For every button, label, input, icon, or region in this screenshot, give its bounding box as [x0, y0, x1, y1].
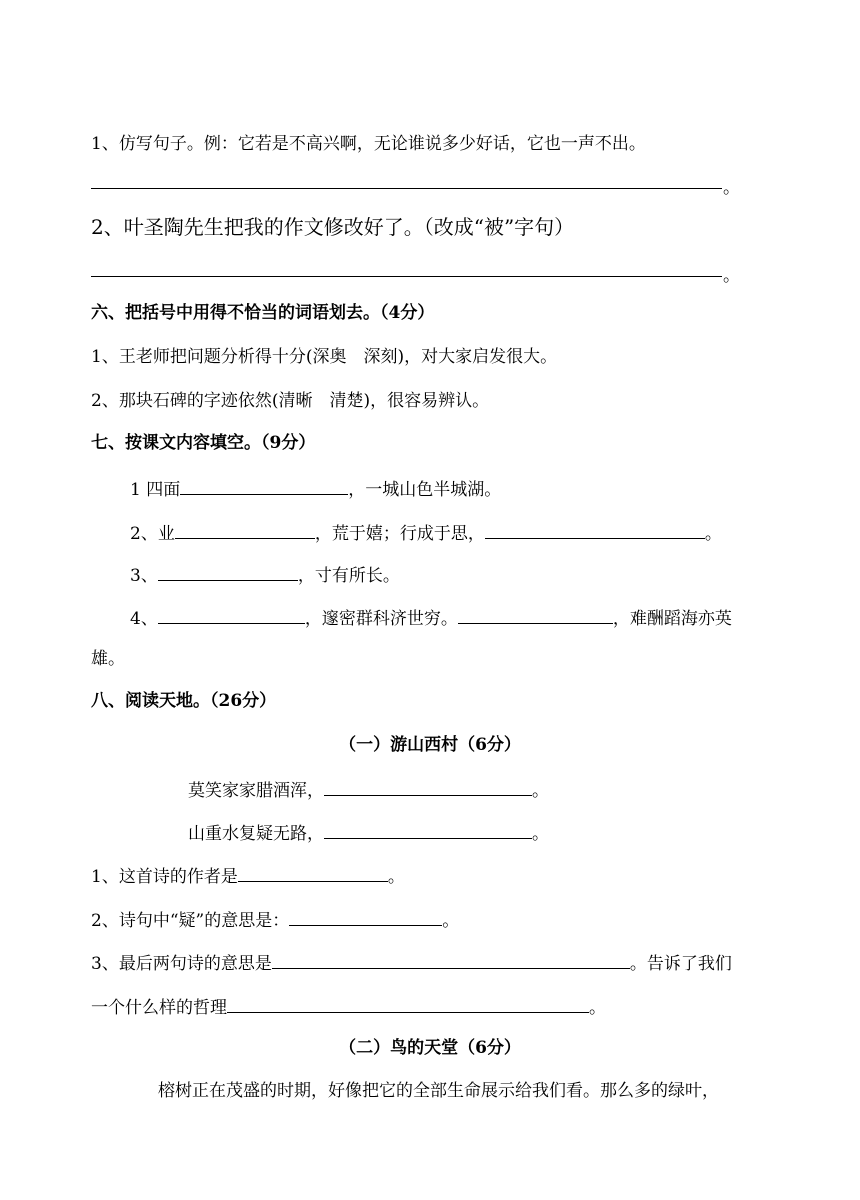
poem-text: 。 — [532, 781, 549, 801]
fill-blank[interactable] — [158, 605, 305, 624]
item-text: 1 四面 — [130, 480, 181, 500]
item-text: ，寸有所长。 — [297, 566, 400, 586]
answer-period: 。 — [723, 178, 740, 198]
question-imitate-sentence: 1、仿写句子。例：它若是不高兴啊，无论谁说多少好话，它也一声不出。 — [91, 134, 646, 154]
question-text: 。 — [442, 911, 460, 931]
answer-line-bei-sentence[interactable] — [91, 276, 722, 277]
question-text: 。 — [589, 998, 606, 1018]
item-text: 4、 — [130, 609, 158, 629]
item-text: ，难酬蹈海亦英 — [612, 609, 732, 629]
fill-blank[interactable] — [324, 820, 532, 839]
question-text: 2、诗句中“疑”的意思是： — [91, 911, 290, 931]
reading-question-2 — [91, 907, 459, 932]
answer-line-imitate[interactable] — [91, 188, 722, 189]
fill-blank[interactable] — [324, 777, 532, 796]
passage-paragraph: 榕树正在茂盛的时期，好像把它的全部生命展示给我们看。那么多的绿叶， — [158, 1081, 719, 1101]
question-text: 。 — [387, 867, 405, 887]
question-bei-sentence: 2、叶圣陶先生把我的作文修改好了。（改成“被”字句） — [91, 215, 575, 239]
section-7-item-4 — [130, 605, 732, 630]
question-text: 3、最后两句诗的意思是 — [91, 954, 272, 974]
fill-blank[interactable] — [272, 950, 630, 969]
question-text: 一个什么样的哲理 — [91, 998, 227, 1018]
poem-line-2 — [188, 820, 549, 845]
reading-question-3-continued — [91, 994, 606, 1019]
section-6-item-2: 2、那块石碑的字迹依然(清晰 清楚)，很容易辨认。 — [91, 391, 490, 411]
item-text: ，一城山色半城湖。 — [348, 480, 502, 500]
item-text: 3、 — [130, 566, 158, 586]
fill-blank[interactable] — [158, 562, 298, 581]
fill-blank[interactable] — [227, 994, 589, 1013]
fill-blank[interactable] — [180, 476, 348, 495]
section-6-item-1: 1、王老师把问题分析得十分(深奥 深刻)，对大家启发很大。 — [91, 347, 558, 367]
fill-blank[interactable] — [175, 520, 315, 539]
fill-blank[interactable] — [485, 520, 705, 539]
fill-blank[interactable] — [289, 907, 442, 926]
reading-part-1-title: （一）游山西村（6分） — [339, 735, 521, 755]
section-8-heading: 八、阅读天地。（26分） — [91, 691, 277, 711]
section-7-heading: 七、按课文内容填空。（9分） — [91, 433, 316, 453]
item-text: ，邃密群科济世穷。 — [304, 609, 458, 629]
answer-period: 。 — [723, 266, 740, 286]
poem-line-1 — [188, 777, 549, 802]
poem-text: 山重水复疑无路， — [188, 824, 324, 844]
poem-text: 。 — [532, 824, 549, 844]
question-text: 1、这首诗的作者是 — [91, 867, 238, 887]
reading-part-2-title: （二）鸟的天堂（6分） — [339, 1038, 521, 1058]
question-text: 。告诉了我们 — [629, 954, 732, 974]
reading-question-1 — [91, 863, 405, 888]
item-text: 。 — [704, 524, 722, 544]
section-7-item-3 — [130, 562, 400, 587]
section-7-item-4-continued: 雄。 — [91, 649, 125, 669]
fill-blank[interactable] — [458, 605, 613, 624]
section-6-heading: 六、把括号中用得不恰当的词语划去。（4分） — [91, 303, 435, 323]
reading-question-3 — [91, 950, 732, 975]
item-text: 2、业 — [130, 524, 175, 544]
section-7-item-1 — [130, 476, 501, 501]
section-7-item-2 — [130, 520, 722, 545]
fill-blank[interactable] — [238, 863, 388, 882]
item-text: ，荒于嬉；行成于思， — [314, 524, 485, 544]
poem-text: 莫笑家家腊酒浑， — [188, 781, 324, 801]
